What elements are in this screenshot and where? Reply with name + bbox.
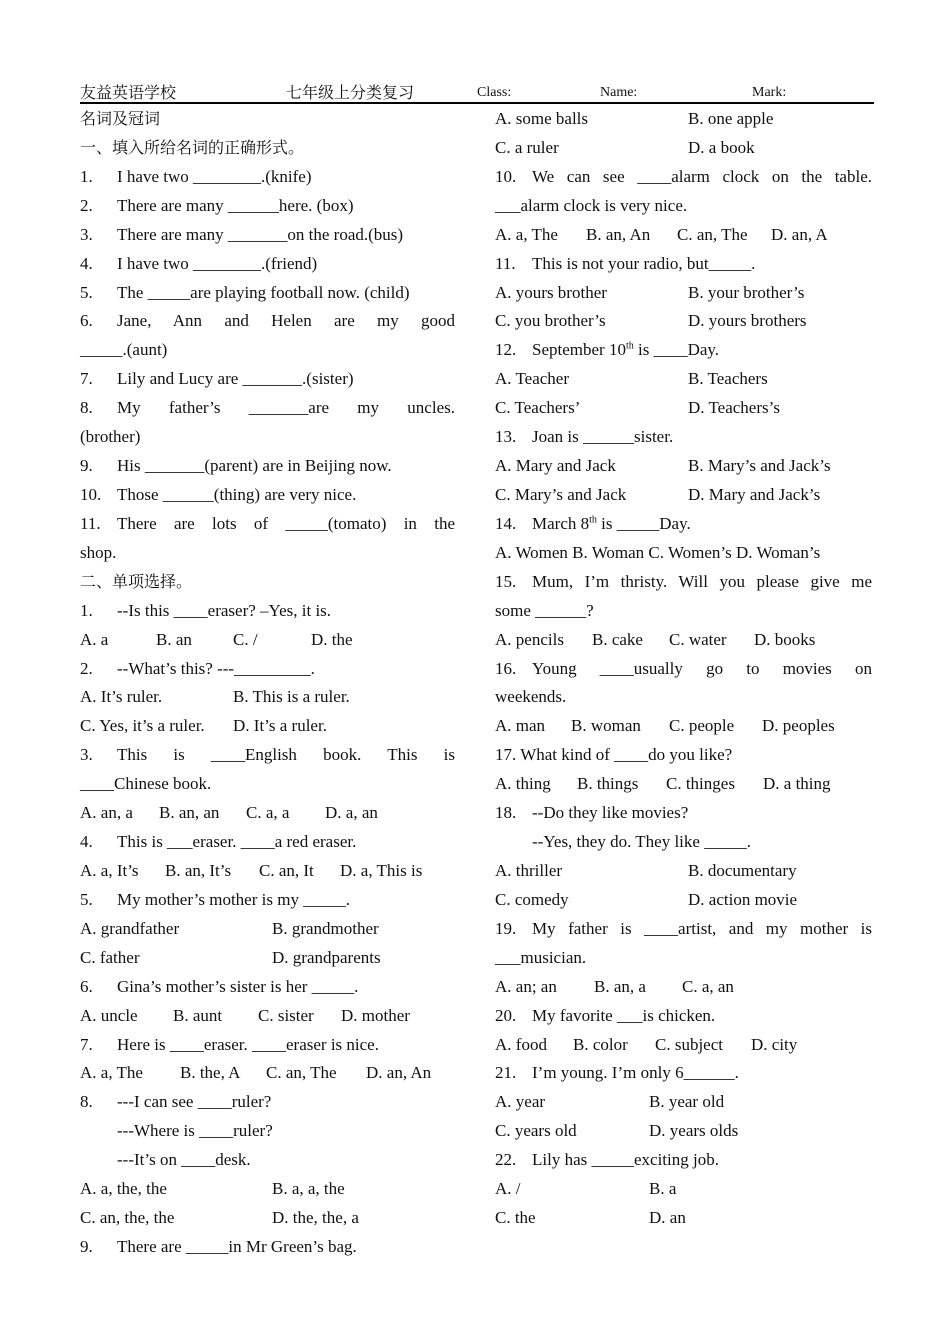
question-number: 4. (80, 832, 93, 852)
option-d: D. the (311, 629, 353, 649)
question-continuation: _____.(aunt) (80, 340, 168, 360)
options-line: A. Women B. Woman C. Women’s D. Woman’s (495, 542, 821, 562)
option-c: C. a, an (682, 976, 734, 996)
ordinal-suffix: th (625, 340, 634, 352)
option-a: A. It’s ruler. (80, 687, 163, 707)
question-text: His _______(parent) are in Beijing now. (117, 456, 392, 476)
option-a: A. / (495, 1179, 521, 1199)
class-label: Class: (477, 85, 512, 100)
options-line (495, 1175, 872, 1204)
option-c: C. comedy (495, 889, 569, 909)
options-line (495, 221, 872, 250)
option-b: B. color (573, 1034, 628, 1054)
option-c: C. you brother’s (495, 311, 606, 331)
option-d: D. an, A (771, 224, 828, 244)
question-text: We can see ____alarm clock on the table. (532, 166, 872, 186)
options-line (495, 857, 872, 886)
option-c: C. an, the, the (80, 1208, 175, 1228)
question-number: 12. (495, 340, 517, 360)
option-b: B. things (577, 774, 639, 794)
question-text: --Is this ____eraser? –Yes, it is. (117, 600, 332, 620)
question-number: 10. (495, 166, 517, 186)
option-a: A. a (80, 629, 109, 649)
option-a: A. a, The (495, 224, 558, 244)
question-number: 2. (80, 658, 93, 678)
question-line (495, 1002, 872, 1031)
question-line (80, 1233, 455, 1262)
options-line (495, 365, 872, 394)
option-a: A. man (495, 716, 546, 736)
option-d: D. yours brothers (688, 311, 807, 331)
options-line (495, 481, 872, 510)
question-text-part: is _____Day. (596, 513, 691, 533)
question-text: This is ___eraser. ____a red eraser. (117, 832, 357, 852)
question-continuation: ---It’s on ____desk. (117, 1150, 251, 1170)
question-line (495, 915, 872, 944)
option-a: A. an, a (80, 803, 133, 823)
question-text-part: is ____Day. (633, 340, 720, 360)
question-text: My father is ____artist, and my mother is (532, 918, 872, 938)
question-line (80, 365, 455, 394)
question-text: The _____are playing football now. (child) (117, 282, 410, 302)
worksheet-title: 七年级上分类复习 (286, 83, 415, 102)
question-number: 3. (80, 745, 93, 765)
question-line (80, 1088, 455, 1117)
option-d: D. years olds (649, 1121, 739, 1141)
option-c: C. a ruler (495, 137, 559, 157)
options-line (495, 712, 872, 741)
question-text: Lily and Lucy are _______.(sister) (117, 369, 354, 389)
options-line (495, 1204, 872, 1233)
question-line (80, 394, 455, 423)
option-a: A. yours brother (495, 282, 607, 302)
question-continuation: shop. (80, 542, 117, 562)
question-number: 5. (80, 282, 93, 302)
question-line (80, 973, 455, 1002)
question-number: 11. (80, 513, 101, 533)
question-continuation: some ______? (495, 600, 594, 620)
option-c: C. sister (258, 1005, 314, 1025)
option-b: B. Mary’s and Jack’s (688, 456, 831, 476)
question-text-part: March 8 (532, 513, 590, 533)
question-continuation: (brother) (80, 427, 141, 447)
question-line (80, 452, 455, 481)
option-c: C. an, The (266, 1063, 337, 1083)
question-text: My father’s _______are my uncles. (117, 398, 455, 418)
options-line (495, 770, 872, 799)
question-number: 2. (80, 195, 93, 215)
option-a: A. a, the, the (80, 1179, 167, 1199)
option-d: D. a book (688, 137, 755, 157)
question-line (80, 481, 455, 510)
option-c: C. Mary’s and Jack (495, 484, 627, 504)
option-d: D. action movie (688, 889, 798, 909)
options-line (80, 1204, 455, 1233)
question-continuation: --Yes, they do. They like _____. (532, 832, 751, 852)
option-a: A. pencils (495, 629, 564, 649)
question-number: 1. (80, 166, 93, 186)
option-b: B. an, An (586, 224, 651, 244)
question-text: My favorite ___is chicken. (532, 1005, 716, 1025)
option-a: A. thriller (495, 860, 563, 880)
question-number: 9. (80, 1236, 93, 1256)
part-two-heading: 二、单项选择。 (80, 571, 193, 591)
option-d: D. peoples (762, 716, 835, 736)
option-b: B. aunt (173, 1005, 223, 1025)
question-text: I have two ________.(friend) (117, 253, 318, 273)
question-line (80, 250, 455, 279)
question-line (80, 307, 455, 336)
option-b: B. an (156, 629, 192, 649)
options-line (80, 1059, 455, 1088)
question-line (80, 221, 455, 250)
question-line (495, 250, 872, 279)
question-number: 9. (80, 456, 93, 476)
question-line (495, 1146, 872, 1175)
option-a: A. some balls (495, 109, 589, 128)
question-number: 20. (495, 1005, 517, 1025)
options-line (495, 105, 872, 134)
part-one-heading: 一、填入所给名词的正确形式。 (80, 137, 305, 157)
options-line (495, 1117, 872, 1146)
question-line (80, 886, 455, 915)
options-line (495, 1031, 872, 1060)
question-number: 14. (495, 513, 517, 533)
options-line (80, 915, 455, 944)
options-line (495, 307, 872, 336)
question-text: There are lots of _____(tomato) in the (117, 513, 455, 533)
question-continuation: ___musician. (495, 947, 587, 967)
option-d: D. mother (341, 1005, 410, 1025)
question-number: 6. (80, 311, 93, 331)
option-c: C. father (80, 947, 140, 967)
question-number: 1. (80, 600, 93, 620)
option-b: B. year old (649, 1092, 725, 1112)
option-d: D. books (754, 629, 816, 649)
option-a: A. uncle (80, 1005, 138, 1025)
question-number: 6. (80, 976, 93, 996)
option-b: B. documentary (688, 860, 797, 880)
question-number: 7. (80, 369, 93, 389)
option-c: C. the (495, 1208, 536, 1228)
question-line (80, 279, 455, 308)
option-a: A. food (495, 1034, 547, 1054)
question-number: 5. (80, 889, 93, 909)
question-line (495, 655, 872, 684)
options-line (495, 452, 872, 481)
question-text-part: September 10 (532, 340, 626, 360)
question-line (495, 1059, 872, 1088)
question-line (80, 1031, 455, 1060)
option-a: A. Mary and Jack (495, 456, 616, 476)
option-b: B. a, a, the (272, 1179, 345, 1199)
question-line (80, 163, 455, 192)
option-a: A. thing (495, 774, 551, 794)
options-line (495, 973, 872, 1002)
option-b: B. an, a (594, 976, 646, 996)
options-line (80, 857, 455, 886)
option-c: C. a, a (246, 803, 290, 823)
ordinal-suffix: th (589, 514, 597, 526)
question-text: This is ____English book. This is (117, 745, 455, 765)
question-text: My mother’s mother is my _____. (117, 889, 350, 909)
option-d: D. Teachers’s (688, 398, 780, 418)
option-c: C. an, The (677, 224, 748, 244)
option-c: C. Yes, it’s a ruler. (80, 716, 205, 736)
question-number: 3. (80, 224, 93, 244)
question-text: Young ____usually go to movies on (532, 658, 872, 678)
question-text: Here is ____eraser. ____eraser is nice. (117, 1034, 379, 1054)
option-d: D. Mary and Jack’s (688, 484, 821, 504)
question-line (80, 828, 455, 857)
question-number: 15. (495, 571, 517, 591)
option-a: A. Teacher (495, 369, 570, 389)
option-a: A. year (495, 1092, 546, 1112)
option-b: B. an, It’s (165, 860, 232, 880)
question-continuation: ____Chinese book. (80, 774, 212, 794)
question-line (80, 510, 455, 539)
question-number: 7. (80, 1034, 93, 1054)
question-number: 16. (495, 658, 517, 678)
question-line (80, 597, 455, 626)
options-line (80, 683, 455, 712)
question-line (80, 741, 455, 770)
question-line (495, 163, 872, 192)
question-number: 22. (495, 1150, 517, 1170)
option-a: A. grandfather (80, 918, 180, 938)
question-text: I’m young. I’m only 6______. (532, 1063, 739, 1083)
options-line (80, 712, 455, 741)
option-a: A. a, The (80, 1063, 143, 1083)
question-continuation: weekends. (495, 687, 567, 707)
question-text: Joan is ______sister. (532, 427, 674, 447)
question-number: 19. (495, 918, 517, 938)
question-number: 11. (495, 253, 516, 273)
option-b: B. woman (571, 716, 641, 736)
option-d: D. grandparents (272, 947, 381, 967)
school-name: 友益英语学校 (80, 83, 177, 102)
question-continuation: ---Where is ____ruler? (117, 1121, 273, 1141)
option-d: D. a, an (325, 803, 378, 823)
question-line (80, 655, 455, 684)
option-b: B. Teachers (688, 369, 768, 389)
options-line (495, 626, 872, 655)
question-number: 13. (495, 427, 517, 447)
question-text: --What’s this? ---_________. (117, 658, 315, 678)
option-d: D. city (751, 1034, 798, 1054)
question-line (495, 799, 872, 828)
options-line (495, 394, 872, 423)
right-column (495, 105, 872, 1233)
question-line (495, 568, 872, 597)
page-header (80, 84, 874, 104)
question-line (495, 336, 872, 365)
option-b: B. a (649, 1179, 677, 1199)
mark-label: Mark: (752, 85, 787, 100)
question-number: 10. (80, 484, 102, 504)
option-c: C. thinges (666, 774, 735, 794)
option-d: D. an (649, 1208, 686, 1228)
question-number: 8. (80, 1092, 93, 1112)
option-b: B. grandmother (272, 918, 379, 938)
options-line (80, 944, 455, 973)
question-number: 4. (80, 253, 93, 273)
question-line (495, 510, 872, 539)
option-b: B. cake (592, 629, 643, 649)
option-d: D. an, An (366, 1063, 432, 1083)
question-number: 8. (80, 398, 93, 418)
option-b: B. the, A (180, 1063, 241, 1083)
question-line (80, 192, 455, 221)
option-b: B. your brother’s (688, 282, 805, 302)
question-text: Lily has _____exciting job. (532, 1150, 719, 1170)
option-b: B. an, an (159, 803, 220, 823)
option-d: D. It’s a ruler. (233, 716, 327, 736)
question-text: ---I can see ____ruler? (117, 1092, 272, 1112)
options-line (80, 626, 455, 655)
option-a: A. an; an (495, 976, 557, 996)
option-c: C. subject (655, 1034, 723, 1054)
section-title: 名词及冠词 (80, 109, 161, 128)
question-line: 17. What kind of ____do you like? (495, 745, 733, 765)
option-b: B. one apple (688, 109, 774, 128)
options-line (80, 1002, 455, 1031)
option-c: C. Teachers’ (495, 398, 581, 418)
option-b: B. This is a ruler. (233, 687, 350, 707)
option-d: D. a, This is (340, 860, 423, 880)
option-c: C. people (669, 716, 735, 736)
question-text: --Do they like movies? (532, 803, 689, 823)
option-d: D. a thing (763, 774, 831, 794)
options-line (80, 1175, 455, 1204)
question-text: There are many ______here. (box) (117, 195, 354, 215)
question-number: 18. (495, 803, 517, 823)
option-c: C. years old (495, 1121, 577, 1141)
question-text: There are _____in Mr Green’s bag. (117, 1236, 357, 1256)
question-text: There are many _______on the road.(bus) (117, 224, 404, 244)
question-text: I have two ________.(knife) (117, 166, 312, 186)
options-line (80, 799, 455, 828)
question-number: 21. (495, 1063, 517, 1083)
options-line (495, 134, 872, 163)
option-c: C. water (669, 629, 727, 649)
option-a: A. a, It’s (80, 860, 139, 880)
option-c: C. an, It (259, 860, 314, 880)
question-text: This is not your radio, but_____. (532, 253, 756, 273)
question-text: Gina’s mother’s sister is her _____. (117, 976, 359, 996)
question-continuation: ___alarm clock is very nice. (495, 195, 688, 215)
question-text: Jane, Ann and Helen are my good (117, 311, 455, 331)
name-label: Name: (600, 85, 638, 100)
question-text: Those ______(thing) are very nice. (117, 484, 357, 504)
option-d: D. the, the, a (272, 1208, 359, 1228)
options-line (495, 886, 872, 915)
option-c: C. / (233, 629, 258, 649)
question-line (495, 423, 872, 452)
options-line (495, 279, 872, 308)
options-line (495, 1088, 872, 1117)
question-text: Mum, I’m thristy. Will you please give me (532, 571, 872, 591)
left-column (80, 105, 455, 1262)
